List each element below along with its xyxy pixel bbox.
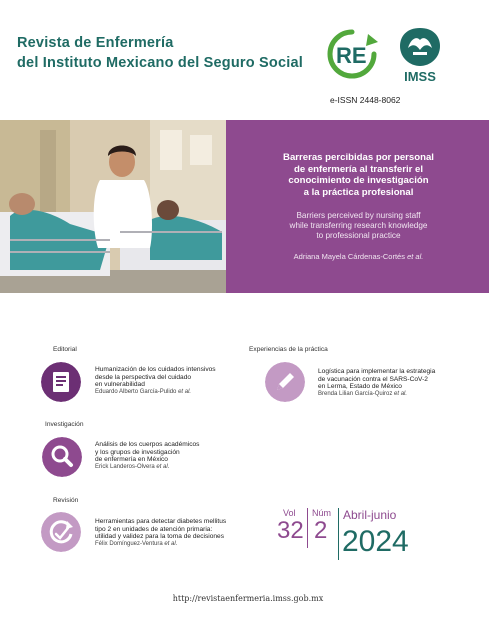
featured-subtitle-line: Barriers perceived by nursing staff	[296, 211, 421, 220]
article-experiencias[interactable]	[318, 368, 435, 398]
featured-article-author	[246, 252, 471, 261]
featured-author-name: Adriana Mayela Cárdenas-Cortés	[293, 252, 405, 261]
article-author-name: Brenda Lilian García-Quiroz	[318, 390, 393, 397]
journal-title-line-2: del Instituto Mexicano del Seguro Social	[17, 55, 303, 71]
article-author-et-al: et al.	[394, 390, 408, 397]
magnifier-icon	[42, 437, 82, 477]
article-author	[318, 391, 435, 399]
volume-number: 32	[277, 517, 304, 544]
issue-year: 2024	[342, 525, 409, 558]
featured-article-title	[246, 152, 471, 198]
refresh-check-icon	[41, 512, 81, 552]
article-author-et-al: et al.	[164, 540, 178, 547]
number-label: Núm	[312, 508, 332, 518]
section-label-experiencias: Experiencias de la práctica	[249, 346, 328, 353]
featured-author-et-al: et al.	[407, 252, 424, 261]
article-investigacion[interactable]	[95, 441, 199, 471]
featured-title-line: Barreras percibidas por personal	[283, 152, 434, 163]
issue-number: 2	[314, 517, 328, 544]
article-author-et-al: et al.	[156, 463, 170, 470]
pencil-icon	[265, 362, 305, 402]
article-title-line: y los grupos de investigación	[95, 448, 180, 456]
featured-subtitle-line: while transferring research knowledge	[289, 221, 428, 230]
article-editorial[interactable]	[95, 366, 216, 396]
section-label-investigacion: Investigación	[45, 421, 84, 428]
issn-label: e-ISSN 2448-8062	[330, 95, 401, 105]
featured-article-panel	[226, 120, 489, 293]
article-title-line: Logística para implementar la estrategia	[318, 368, 436, 375]
article-author-name: Eduardo Alberto García-Pulido	[95, 388, 177, 395]
article-author-et-al: et al.	[178, 388, 192, 395]
featured-title-line: a la práctica profesional	[303, 186, 414, 198]
article-author	[95, 389, 216, 397]
featured-subtitle-line: to professional practice	[316, 231, 401, 240]
journal-title-line-1: Revista de Enfermería	[17, 35, 174, 51]
article-title-line: de vacunación contra el SARS-CoV-2	[318, 375, 428, 383]
article-author-name: Erick Landeros-Olvera	[95, 463, 155, 470]
re-logo-icon	[322, 26, 382, 82]
section-label-editorial: Editorial	[53, 346, 77, 353]
volume-label: Vol	[283, 508, 296, 518]
imss-logo-text: IMSS	[404, 69, 436, 84]
issue-divider	[338, 508, 339, 560]
section-label-revision: Revisión	[53, 497, 79, 504]
article-title-line: Análisis de los cuerpos académicos	[95, 441, 200, 448]
featured-article-banner[interactable]	[0, 120, 489, 293]
journal-title	[17, 33, 317, 73]
re-logo-text: RE	[336, 43, 367, 68]
nurse-with-patients-photo	[0, 120, 226, 293]
article-title-line: de enfermería en México	[95, 456, 168, 464]
article-title-line: en Lerma, Estado de México	[318, 383, 402, 391]
article-title-line: Herramientas para detectar diabetes mellitus	[95, 518, 227, 525]
journal-url-link[interactable]: http://revistaenfermeria.imss.gob.mx	[172, 594, 324, 603]
article-title-line: utilidad y validez para la toma de decisiones	[95, 533, 225, 541]
book-icon	[41, 362, 81, 402]
article-title-line: Humanización de los cuidados intensivos	[95, 366, 216, 373]
imss-logo-icon	[395, 26, 445, 86]
article-title-line: en vulnerabilidad	[95, 381, 145, 389]
article-title-line: desde la perspectiva del cuidado	[95, 373, 192, 381]
article-revision[interactable]	[95, 518, 226, 548]
article-title-line: tipo 2 en unidades de atención primaria:	[95, 525, 213, 533]
issue-months: Abril-junio	[343, 508, 397, 522]
featured-article-subtitle	[246, 211, 471, 241]
article-author	[95, 464, 199, 472]
issue-divider	[307, 508, 308, 548]
article-author	[95, 541, 226, 549]
featured-title-line: conocimiento de investigación	[288, 175, 429, 186]
article-author-name: Félix Domínguez-Ventura	[95, 540, 163, 547]
featured-title-line: de enfermería al transferir el	[293, 163, 424, 175]
